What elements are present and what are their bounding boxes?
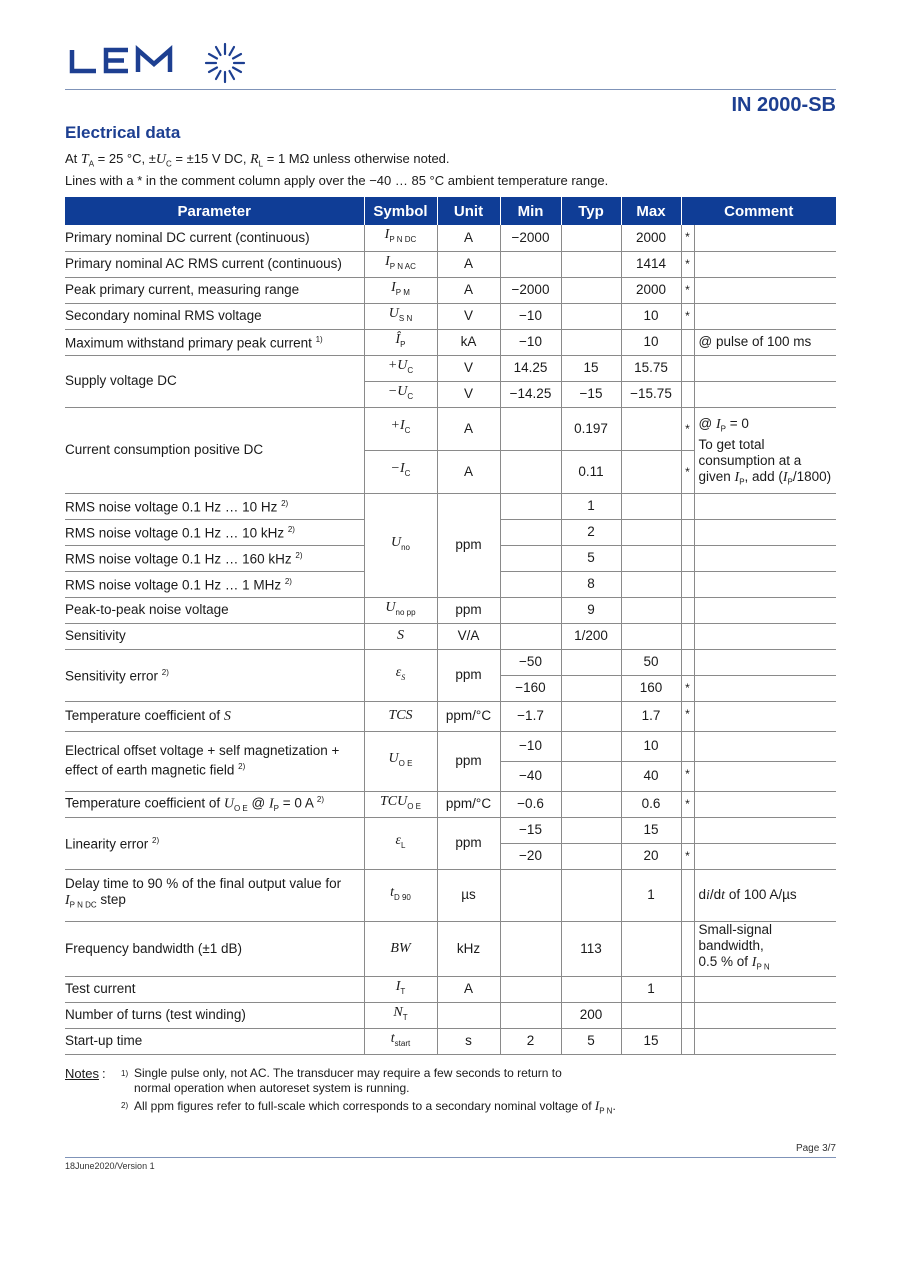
symbol-cell: $t_{start}$ bbox=[364, 1028, 437, 1054]
typ-cell bbox=[561, 976, 621, 1002]
temp-range-star: * bbox=[681, 701, 694, 731]
min-cell: −160 bbox=[500, 675, 561, 701]
temp-range-star bbox=[681, 1002, 694, 1028]
table-row bbox=[65, 921, 836, 976]
symbol-cell: $+U_C$ bbox=[364, 355, 437, 381]
table-row bbox=[65, 493, 836, 519]
comment-cell bbox=[694, 571, 836, 597]
max-cell bbox=[621, 545, 681, 571]
min-cell: −0.6 bbox=[500, 791, 561, 817]
comment-cell bbox=[694, 843, 836, 869]
comment-cell bbox=[694, 731, 836, 761]
table-row bbox=[65, 277, 836, 303]
min-cell: −10 bbox=[500, 329, 561, 355]
comment-cell bbox=[694, 277, 836, 303]
temp-range-star bbox=[681, 493, 694, 519]
symbol-cell: $U_{no pp}$ bbox=[364, 597, 437, 623]
typ-cell bbox=[561, 843, 621, 869]
param-cell: Current consumption positive DC bbox=[65, 407, 364, 493]
footer-rule bbox=[65, 1157, 836, 1158]
param-cell: Primary nominal AC RMS current (continuous) bbox=[65, 251, 364, 277]
symbol-cell: $U_{no}$ bbox=[364, 493, 437, 597]
param-cell: RMS noise voltage 0.1 Hz … 160 kHz $^{2)}$ bbox=[65, 545, 364, 571]
comment-cell bbox=[694, 976, 836, 1002]
max-cell: −15.75 bbox=[621, 381, 681, 407]
max-cell: 15 bbox=[621, 1028, 681, 1054]
comment-cell bbox=[694, 493, 836, 519]
param-cell: Electrical offset voltage + self magnetization + effect of earth magnetic field $^{2)}$ bbox=[65, 731, 364, 791]
unit-cell: s bbox=[437, 1028, 500, 1054]
unit-cell: A bbox=[437, 277, 500, 303]
footnote-ref: 2) bbox=[295, 551, 303, 561]
col-header-typ: Typ bbox=[561, 197, 621, 225]
unit-cell: V bbox=[437, 381, 500, 407]
param-cell: Frequency bandwidth (±1 dB) bbox=[65, 921, 364, 976]
comment-cell bbox=[694, 675, 836, 701]
symbol-cell: $I_{P M}$ bbox=[364, 277, 437, 303]
max-cell bbox=[621, 623, 681, 649]
footnote-1: Single pulse only, not AC. The transducer may require a few seconds to return to normal operation when autoreset system is running. bbox=[134, 1066, 562, 1095]
param-cell: Peak-to-peak noise voltage bbox=[65, 597, 364, 623]
notes-label: Notes bbox=[65, 1066, 99, 1081]
min-cell bbox=[500, 921, 561, 976]
table-row bbox=[65, 649, 836, 675]
typ-cell bbox=[561, 817, 621, 843]
temp-range-star: * bbox=[681, 791, 694, 817]
max-cell bbox=[621, 519, 681, 545]
table-row bbox=[65, 251, 836, 277]
unit-cell: ppm bbox=[437, 817, 500, 869]
table-row bbox=[65, 355, 836, 381]
typ-cell bbox=[561, 675, 621, 701]
typ-cell bbox=[561, 761, 621, 791]
typ-cell: 8 bbox=[561, 571, 621, 597]
unit-cell: µs bbox=[437, 869, 500, 921]
param-cell: Delay time to 90 % of the final output value for $I_{P N DC}$ step bbox=[65, 869, 364, 921]
footnote-2: All ppm figures refer to full-scale which corresponds to a secondary nominal voltage of $I_{P N}$. bbox=[134, 1098, 616, 1116]
table-row bbox=[65, 623, 836, 649]
typ-cell bbox=[561, 701, 621, 731]
symbol-cell: BW bbox=[364, 921, 437, 976]
unit-cell: A bbox=[437, 251, 500, 277]
temp-range-star bbox=[681, 623, 694, 649]
typ-cell bbox=[561, 225, 621, 251]
max-cell: 40 bbox=[621, 761, 681, 791]
symbol-cell: $TCU_{O E}$ bbox=[364, 791, 437, 817]
unit-cell: A bbox=[437, 976, 500, 1002]
typ-cell bbox=[561, 277, 621, 303]
min-cell bbox=[500, 597, 561, 623]
min-cell: −50 bbox=[500, 649, 561, 675]
unit-cell: ppm/°C bbox=[437, 701, 500, 731]
temp-range-star: * bbox=[681, 251, 694, 277]
symbol-cell: $-I_C$ bbox=[364, 450, 437, 493]
max-cell: 160 bbox=[621, 675, 681, 701]
max-cell bbox=[621, 450, 681, 493]
lem-logo bbox=[68, 40, 250, 86]
typ-cell bbox=[561, 251, 621, 277]
comment-cell bbox=[694, 381, 836, 407]
min-cell: −1.7 bbox=[500, 701, 561, 731]
comment-cell bbox=[694, 791, 836, 817]
temp-range-star: * bbox=[681, 761, 694, 791]
max-cell: 1 bbox=[621, 976, 681, 1002]
unit-cell: V bbox=[437, 355, 500, 381]
table-row bbox=[65, 225, 836, 251]
col-header-max: Max bbox=[621, 197, 681, 225]
min-cell bbox=[500, 519, 561, 545]
param-cell: Number of turns (test winding) bbox=[65, 1002, 364, 1028]
temp-range-star bbox=[681, 571, 694, 597]
temp-range-star bbox=[681, 381, 694, 407]
footnote-ref: 2) bbox=[238, 762, 246, 772]
param-cell: Primary nominal DC current (continuous) bbox=[65, 225, 364, 251]
max-cell: 1 bbox=[621, 869, 681, 921]
max-cell: 50 bbox=[621, 649, 681, 675]
col-header-symbol: Symbol bbox=[364, 197, 437, 225]
temp-range-star bbox=[681, 329, 694, 355]
param-cell: RMS noise voltage 0.1 Hz … 10 kHz $^{2)}$ bbox=[65, 519, 364, 545]
page-number: Page 3/7 bbox=[795, 1143, 836, 1154]
comment-cell bbox=[694, 545, 836, 571]
max-cell bbox=[621, 571, 681, 597]
param-cell: Temperature coefficient of $U_{O E}$ @ $I_P = 0$ A $^{2)}$ bbox=[65, 791, 364, 817]
min-cell: −2000 bbox=[500, 225, 561, 251]
min-cell bbox=[500, 976, 561, 1002]
unit-cell: ppm bbox=[437, 493, 500, 597]
typ-cell bbox=[561, 791, 621, 817]
typ-cell: 113 bbox=[561, 921, 621, 976]
table-row bbox=[65, 329, 836, 355]
typ-cell: 15 bbox=[561, 355, 621, 381]
temp-range-star bbox=[681, 649, 694, 675]
version-label: 18June2020/Version 1 bbox=[65, 1161, 155, 1171]
param-cell: RMS noise voltage 0.1 Hz … 1 MHz $^{2)}$ bbox=[65, 571, 364, 597]
footnote-ref: 2) bbox=[281, 499, 289, 509]
document-title: IN 2000-SB bbox=[731, 94, 836, 116]
temp-range-star bbox=[681, 545, 694, 571]
table-row bbox=[65, 817, 836, 843]
min-cell: −14.25 bbox=[500, 381, 561, 407]
typ-cell: 1/200 bbox=[561, 623, 621, 649]
max-cell: 20 bbox=[621, 843, 681, 869]
temp-range-star bbox=[681, 1028, 694, 1054]
param-cell: Temperature coefficient of S bbox=[65, 701, 364, 731]
col-header-unit: Unit bbox=[437, 197, 500, 225]
comment-cell: di/dt of 100 A/µs bbox=[694, 869, 836, 921]
param-cell: Peak primary current, measuring range bbox=[65, 277, 364, 303]
table-row bbox=[65, 407, 836, 450]
comment-cell bbox=[694, 1028, 836, 1054]
typ-cell: 0.11 bbox=[561, 450, 621, 493]
table-row bbox=[65, 976, 836, 1002]
unit-cell: A bbox=[437, 225, 500, 251]
temp-range-star bbox=[681, 355, 694, 381]
symbol-cell: TCS bbox=[364, 701, 437, 731]
min-cell: 14.25 bbox=[500, 355, 561, 381]
comment-cell bbox=[694, 519, 836, 545]
min-cell bbox=[500, 1002, 561, 1028]
symbol-cell: $U_{O E}$ bbox=[364, 731, 437, 791]
max-cell bbox=[621, 1002, 681, 1028]
symbol-cell: $-U_C$ bbox=[364, 381, 437, 407]
typ-cell bbox=[561, 329, 621, 355]
param-cell: RMS noise voltage 0.1 Hz … 10 Hz $^{2)}$ bbox=[65, 493, 364, 519]
min-cell: −40 bbox=[500, 761, 561, 791]
conditions-line-2: Lines with a * in the comment column apply over the −40 … 85 °C ambient temperature range. bbox=[65, 172, 609, 188]
table-row bbox=[65, 1028, 836, 1054]
comment-cell bbox=[694, 817, 836, 843]
min-cell bbox=[500, 407, 561, 450]
max-cell: 15 bbox=[621, 817, 681, 843]
param-cell: Sensitivity error $^{2)}$ bbox=[65, 649, 364, 701]
param-cell: Test current bbox=[65, 976, 364, 1002]
table-row bbox=[65, 731, 836, 761]
max-cell: 1.7 bbox=[621, 701, 681, 731]
min-cell: −20 bbox=[500, 843, 561, 869]
typ-cell: 5 bbox=[561, 1028, 621, 1054]
symbol-cell: $I_{P N DC}$ bbox=[364, 225, 437, 251]
min-cell bbox=[500, 251, 561, 277]
max-cell bbox=[621, 407, 681, 450]
temp-range-star bbox=[681, 921, 694, 976]
comment-cell bbox=[694, 355, 836, 381]
max-cell: 10 bbox=[621, 731, 681, 761]
col-header-comment: Comment bbox=[681, 197, 836, 225]
param-cell: Maximum withstand primary peak current $^{1)}$ bbox=[65, 329, 364, 355]
min-cell: −10 bbox=[500, 731, 561, 761]
temp-range-star: * bbox=[681, 450, 694, 493]
param-cell: Supply voltage DC bbox=[65, 355, 364, 407]
section-title: Electrical data bbox=[65, 123, 181, 142]
typ-cell: −15 bbox=[561, 381, 621, 407]
electrical-data-table bbox=[65, 197, 836, 1055]
footnote-ref: 2) bbox=[287, 525, 295, 535]
table-header-row bbox=[65, 197, 836, 225]
comment-cell bbox=[694, 303, 836, 329]
unit-cell: V bbox=[437, 303, 500, 329]
max-cell bbox=[621, 493, 681, 519]
symbol-cell: $\varepsilon_L$ bbox=[364, 817, 437, 869]
unit-cell: A bbox=[437, 407, 500, 450]
temp-range-star bbox=[681, 519, 694, 545]
comment-cell bbox=[694, 225, 836, 251]
min-cell: 2 bbox=[500, 1028, 561, 1054]
test-conditions bbox=[65, 151, 608, 189]
max-cell bbox=[621, 921, 681, 976]
footnote-ref: 1) bbox=[315, 335, 323, 345]
typ-cell: 9 bbox=[561, 597, 621, 623]
unit-cell bbox=[437, 1002, 500, 1028]
max-cell: 2000 bbox=[621, 225, 681, 251]
temp-range-star: * bbox=[681, 843, 694, 869]
param-cell: Linearity error $^{2)}$ bbox=[65, 817, 364, 869]
table-row bbox=[65, 869, 836, 921]
comment-cell bbox=[694, 761, 836, 791]
temp-range-star bbox=[681, 817, 694, 843]
temp-range-star bbox=[681, 869, 694, 921]
unit-cell: kA bbox=[437, 329, 500, 355]
typ-cell: 2 bbox=[561, 519, 621, 545]
notes-colon: : bbox=[102, 1066, 106, 1081]
symbol-cell: $+I_C$ bbox=[364, 407, 437, 450]
temp-range-star bbox=[681, 597, 694, 623]
max-cell: 10 bbox=[621, 303, 681, 329]
col-header-parameter: Parameter bbox=[65, 197, 364, 225]
unit-cell: kHz bbox=[437, 921, 500, 976]
unit-cell: V/A bbox=[437, 623, 500, 649]
comment-cell: Small-signal bandwidth, 0.5 % of $I_{P N}$ bbox=[694, 921, 836, 976]
max-cell: 2000 bbox=[621, 277, 681, 303]
param-cell: Secondary nominal RMS voltage bbox=[65, 303, 364, 329]
temp-range-star: * bbox=[681, 225, 694, 251]
min-cell bbox=[500, 545, 561, 571]
unit-cell: ppm/°C bbox=[437, 791, 500, 817]
max-cell: 0.6 bbox=[621, 791, 681, 817]
unit-cell: A bbox=[437, 450, 500, 493]
param-cell: Sensitivity bbox=[65, 623, 364, 649]
footnote-ref: 2) bbox=[316, 794, 325, 804]
min-cell: −2000 bbox=[500, 277, 561, 303]
typ-cell: 200 bbox=[561, 1002, 621, 1028]
col-header-min: Min bbox=[500, 197, 561, 225]
footnote-number: 2) bbox=[121, 1101, 129, 1110]
typ-cell bbox=[561, 869, 621, 921]
footnote-ref: 2) bbox=[161, 668, 169, 678]
symbol-cell: S bbox=[364, 623, 437, 649]
typ-cell bbox=[561, 303, 621, 329]
comment-cell bbox=[694, 649, 836, 675]
comment-cell bbox=[694, 701, 836, 731]
footnote-ref: 2) bbox=[284, 577, 292, 587]
typ-cell: 1 bbox=[561, 493, 621, 519]
max-cell: 10 bbox=[621, 329, 681, 355]
min-cell: −15 bbox=[500, 817, 561, 843]
temp-range-star: * bbox=[681, 277, 694, 303]
max-cell bbox=[621, 597, 681, 623]
unit-cell: ppm bbox=[437, 649, 500, 701]
table-row bbox=[65, 701, 836, 731]
conditions-line-1: At $T_A = 25$ °C, $\pm U_C = \pm 15$ V DC, $R_L = 1$ MΩ unless otherwise noted. bbox=[65, 151, 450, 169]
table-row bbox=[65, 303, 836, 329]
table-row bbox=[65, 1002, 836, 1028]
min-cell bbox=[500, 869, 561, 921]
typ-cell bbox=[561, 731, 621, 761]
unit-cell: ppm bbox=[437, 731, 500, 791]
typ-cell bbox=[561, 649, 621, 675]
max-cell: 15.75 bbox=[621, 355, 681, 381]
footnote-number: 1) bbox=[121, 1069, 129, 1078]
temp-range-star bbox=[681, 731, 694, 761]
typ-cell: 5 bbox=[561, 545, 621, 571]
param-cell: Start-up time bbox=[65, 1028, 364, 1054]
temp-range-star: * bbox=[681, 407, 694, 450]
footnote-ref: 2) bbox=[152, 836, 160, 846]
symbol-cell: $I_{P N AC}$ bbox=[364, 251, 437, 277]
min-cell bbox=[500, 450, 561, 493]
temp-range-star: * bbox=[681, 303, 694, 329]
symbol-cell: $I_T$ bbox=[364, 976, 437, 1002]
unit-cell: ppm bbox=[437, 597, 500, 623]
temp-range-star bbox=[681, 976, 694, 1002]
comment-cell: @ pulse of 100 ms bbox=[694, 329, 836, 355]
comment-cell bbox=[694, 251, 836, 277]
symbol-cell: $\varepsilon_S$ bbox=[364, 649, 437, 701]
symbol-cell: $U_{S N}$ bbox=[364, 303, 437, 329]
min-cell bbox=[500, 571, 561, 597]
max-cell: 1414 bbox=[621, 251, 681, 277]
symbol-cell: $Î_P$ bbox=[364, 329, 437, 355]
comment-cell bbox=[694, 1002, 836, 1028]
comment-cell bbox=[694, 597, 836, 623]
comment-cell bbox=[694, 623, 836, 649]
comment-cell: @ $I_P = 0$ To get total consumption at a given $I_P$, add $(I_P/1800)$ bbox=[694, 407, 836, 493]
symbol-cell: $t_{D 90}$ bbox=[364, 869, 437, 921]
temp-range-star: * bbox=[681, 675, 694, 701]
table-row bbox=[65, 791, 836, 817]
typ-cell: 0.197 bbox=[561, 407, 621, 450]
min-cell bbox=[500, 493, 561, 519]
symbol-cell: $N_T$ bbox=[364, 1002, 437, 1028]
table-row bbox=[65, 597, 836, 623]
min-cell bbox=[500, 623, 561, 649]
min-cell: −10 bbox=[500, 303, 561, 329]
header-rule bbox=[65, 89, 836, 90]
